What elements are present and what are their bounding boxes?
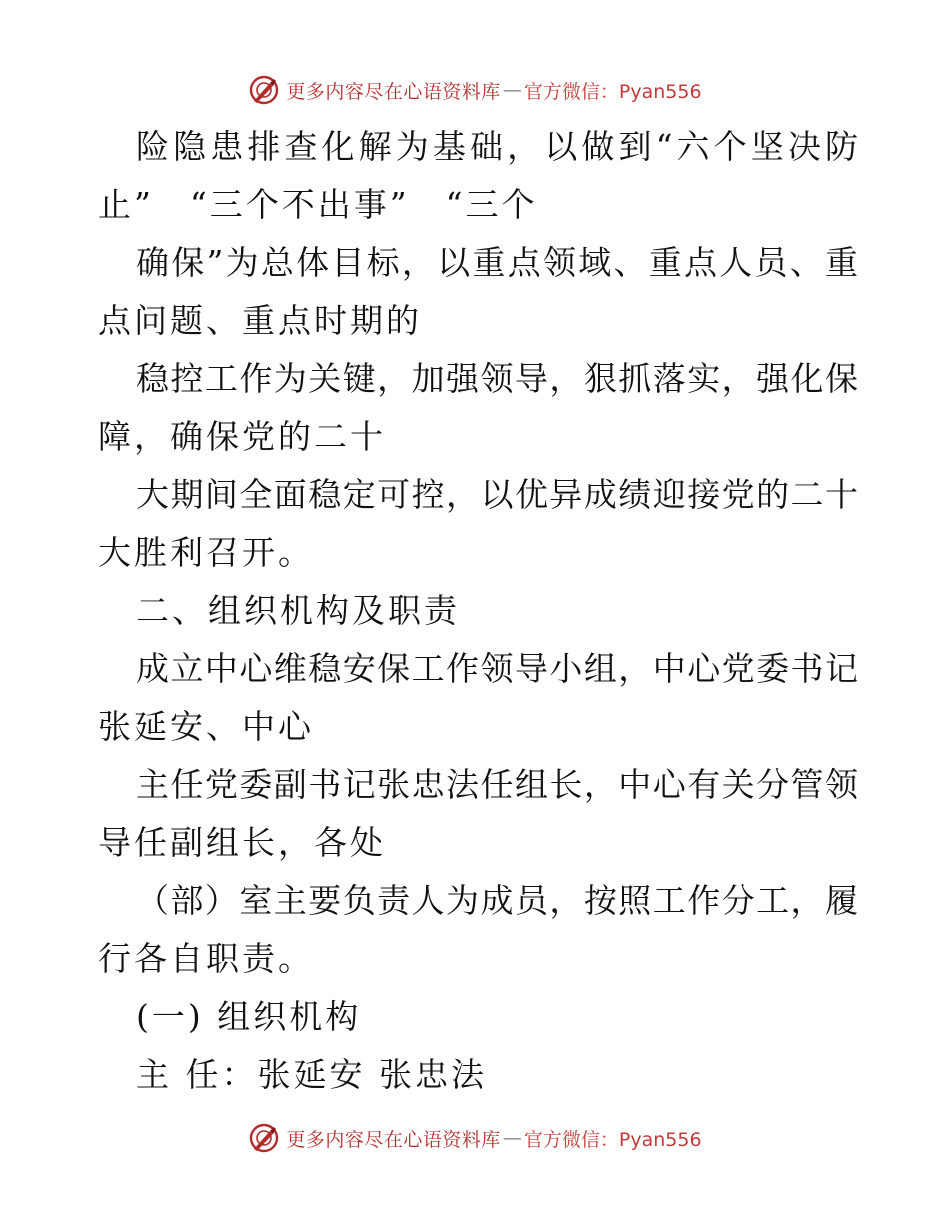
text-line: 主 任：张延安 张忠法: [136, 1055, 487, 1094]
watermark-header: [0, 72, 950, 108]
section-heading: 二、组织机构及职责: [136, 591, 460, 630]
text-line: 成立中心维稳安保工作领导小组，中心党委书记: [136, 649, 858, 688]
text-line: 导任副组长，各处: [98, 823, 386, 862]
text-line: 主任党委副书记张忠法任组长，中心有关分管领: [136, 765, 858, 804]
text-line: 险隐患排查化解为基础，以做到“六个坚决防: [136, 127, 858, 166]
subsection-heading: (一) 组织机构: [136, 997, 362, 1036]
text-line: 障，确保党的二十: [98, 417, 386, 456]
text-line: 张延安、中心: [98, 707, 314, 746]
text-line: 大胜利召开。: [98, 533, 314, 572]
watermark-wechat-text: 官方微信：Pyan556: [523, 1128, 702, 1151]
pen-logo-icon: [248, 1122, 280, 1154]
watermark-wechat-text: 官方微信：Pyan556: [523, 80, 702, 103]
text-line: 稳控工作为关键，加强领导，狠抓落实，强化保: [136, 359, 858, 398]
text-line: 行各自职责。: [98, 939, 314, 978]
watermark-site-text: 更多内容尽在心语资料库: [286, 80, 501, 103]
text-line: （部）室主要负责人为成员，按照工作分工，履: [136, 881, 858, 920]
text-line: 确保”为总体目标，以重点领域、重点人员、重: [136, 243, 858, 282]
watermark-footer: [0, 1120, 950, 1156]
document-body: [98, 118, 858, 1104]
text-line: 止” “三个不出事” “三个: [98, 185, 538, 224]
watermark-separator: —: [502, 1127, 522, 1149]
pen-logo-icon: [248, 74, 280, 106]
text-line: 大期间全面稳定可控，以优异成绩迎接党的二十: [136, 475, 858, 514]
watermark-site-text: 更多内容尽在心语资料库: [286, 1128, 501, 1151]
watermark-separator: —: [502, 79, 522, 101]
text-line: 点问题、重点时期的: [98, 301, 422, 340]
